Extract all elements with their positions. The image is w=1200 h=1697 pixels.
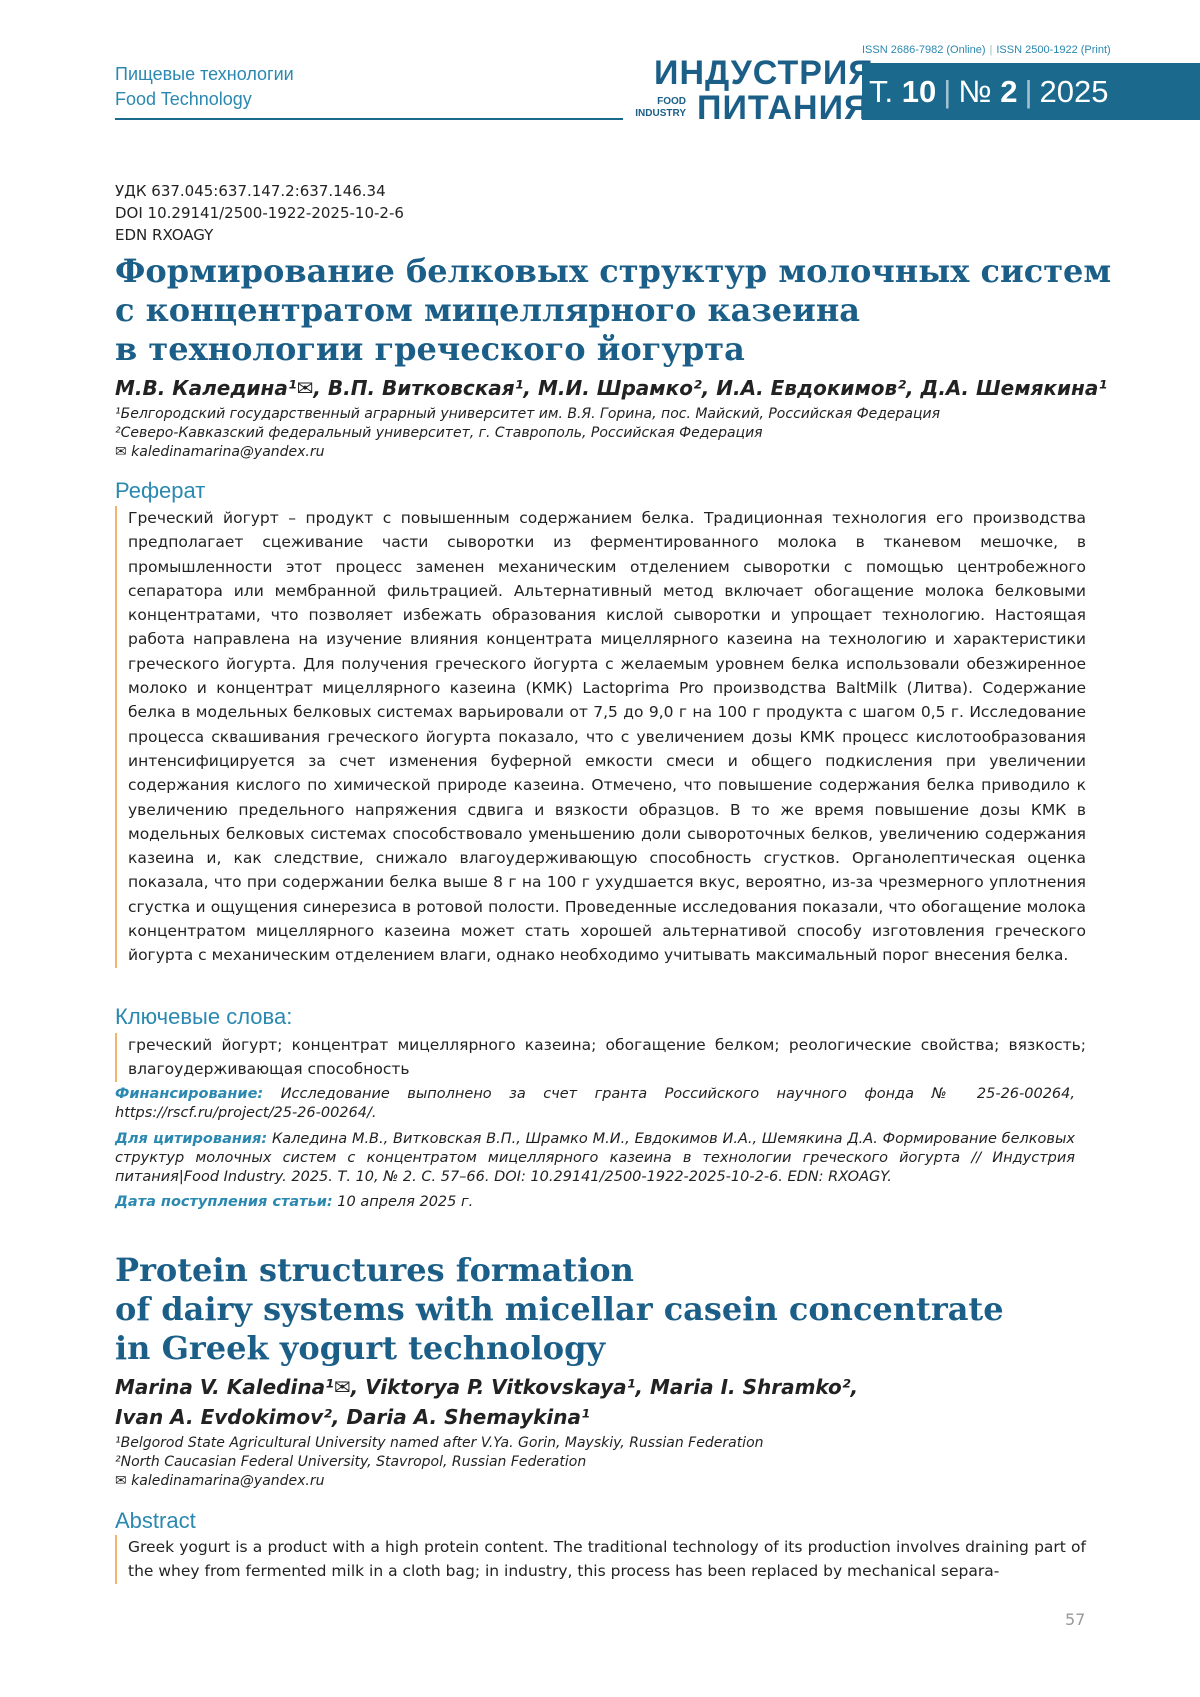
issue-number: 2	[1000, 63, 1017, 120]
article-title-en	[115, 1251, 1004, 1368]
authors-ru: М.В. Каледина¹✉, В.П. Витковская¹, М.И. Шрамко², И.А. Евдокимов², Д.А. Шемякина¹	[115, 376, 1107, 400]
journal-logo-bottom: ПИТАНИЯ	[697, 91, 869, 125]
funding	[115, 1085, 1075, 1123]
section-label-ru: Пищевые технологии	[115, 64, 294, 85]
authors-en	[115, 1372, 858, 1432]
article-metadata	[115, 180, 404, 246]
affiliation-en-2: ²North Caucasian Federal University, Stavropol, Russian Federation	[115, 1453, 764, 1472]
abstract-heading-en: Abstract	[115, 1508, 196, 1534]
received-text: 10 апреля 2025 г.	[333, 1194, 474, 1210]
issn-line: ISSN 2686-7982 (Online) | ISSN 2500-1922 (Print)	[862, 44, 1111, 56]
affiliation-ru-2: ²Северо-Кавказский федеральный университет, г. Ставрополь, Российская Федерация	[115, 424, 940, 443]
header-divider	[115, 118, 623, 120]
funding-label: Финансирование:	[115, 1086, 263, 1102]
issue-year: 2025	[1040, 63, 1109, 120]
affiliation-ru-1: ¹Белгородский государственный аграрный университет им. В.Я. Горина, пос. Майский, Российская Федерация	[115, 405, 940, 424]
affiliations-ru	[115, 405, 940, 462]
keywords-text-ru: греческий йогурт; концентрат мицеллярного казеина; обогащение белком; реологические свойства; вязкость; влагоудерживающая способность	[115, 1033, 1086, 1082]
doi: DOI 10.29141/2500-1922-2025-10-2-6	[115, 202, 404, 224]
logo-food: FOOD	[631, 96, 686, 108]
abstract-text-ru: Греческий йогурт – продукт с повышенным содержанием белка. Традиционная технология его производства предполагает сцеживание части сыворотки из ферментированного молока в тканевом мешочке, в промышленности этот процесс заменен механическим отделением сыворотки с помощью центробежного сепаратора или мембранной фильтрацией. Альтернативный метод включает обогащение молока белковыми концентратами, что позволяет избежать образования кислой сыворотки и упрощает технологию. Настоящая работа направлена на изучение влияния концентрата мицеллярного казеина на технологию и характеристики греческого йогурта. Для получения греческого йогурта с желаемым уровнем белка использовали обезжиренное молоко и концентрат мицеллярного казеина (КМК) Lactoprima Pro производства BaltMilk (Литва). Содержание белка в модельных белковых системах варьировали от 7,5 до 9,0 г на 100 г продукта с шагом 0,5 г. Исследование процесса сквашивания греческого йогурта показало, что с увеличением дозы КМК процесс кислотообразования интенсифицируется за счет изменения буферной емкости смеси и общего подкисления при увеличении содержания кислого по химической природе казеина. Отмечено, что повышение содержания белка приводило к увеличению предельного напряжения сдвига и вязкости образцов. В то же время повышение дозы КМК в модельных белковых системах способствовало уменьшению доли сывороточных белков, увеличению содержания казеина и, как следствие, снижало влагоудерживающую способность сгустков. Органолептическая оценка показала, что при содержании белка выше 8 г на 100 г ухудшается вкус, вероятно, из-за чрезмерного уплотнения сгустка и ощущения синерезиса в ротовой полости. Проведенные исследования показали, что обогащение молока концентратом мицеллярного казеина может стать хорошей альтернативой способу изготовления греческого йогурта с механическим отделением влаги, однако необходимо учитывать максимальный порог внесения белка.	[115, 506, 1086, 968]
volume-number: 10	[902, 63, 936, 120]
title-ru-line: Формирование белковых структур молочных систем	[115, 252, 1111, 291]
section-label-en: Food Technology	[115, 89, 252, 110]
article-title-ru	[115, 252, 1111, 369]
title-en-line: in Greek yogurt technology	[115, 1329, 1004, 1368]
page-number: 57	[1065, 1610, 1085, 1629]
received-date	[115, 1193, 1075, 1212]
keywords-heading-ru: Ключевые слова:	[115, 1004, 292, 1030]
journal-logo-top: ИНДУСТРИЯ	[654, 56, 874, 90]
title-ru-line: с концентратом мицеллярного казеина	[115, 291, 1111, 330]
volume-prefix: Т.	[869, 63, 893, 120]
issue-prefix: №	[958, 63, 991, 120]
issn-online: ISSN 2686-7982 (Online)	[862, 44, 986, 56]
contact-email-ru: ✉ kaledinamarina@yandex.ru	[115, 443, 940, 462]
volume-issue-box: Т. 10 | № 2 | 2025	[862, 63, 1200, 120]
funding-text: Исследование выполнено за счет гранта Российского научного фонда № 25-26-00264, https://rscf.ru/project/25-26-00264/.	[115, 1086, 1075, 1121]
authors-en-line: Ivan A. Evdokimov², Daria A. Shemaykina¹	[115, 1402, 858, 1432]
title-en-line: of dairy systems with micellar casein concentrate	[115, 1290, 1004, 1329]
logo-industry: INDUSTRY	[631, 108, 686, 120]
abstract-heading-ru: Реферат	[115, 478, 205, 504]
authors-en-line: Marina V. Kaledina¹✉, Viktorya P. Vitkovskaya¹, Maria I. Shramko²,	[115, 1372, 858, 1402]
issn-print: ISSN 2500-1922 (Print)	[996, 44, 1110, 56]
received-label: Дата поступления статьи:	[115, 1194, 333, 1210]
title-en-line: Protein structures formation	[115, 1251, 1004, 1290]
edn: EDN RXOAGY	[115, 224, 404, 246]
citation	[115, 1130, 1075, 1187]
citation-text: Каледина М.В., Витковская В.П., Шрамко М.И., Евдокимов И.А., Шемякина Д.А. Формирование белковых структур молочных систем с концентратом мицеллярного казеина в технологии греческого йогурта // Индустрия питания|Food Industry. 2025. Т. 10, № 2. С. 57–66. DOI: 10.29141/2500-1922-2025-10-2-6. EDN: RXOAGY.	[115, 1131, 1075, 1185]
abstract-text-en: Greek yogurt is a product with a high protein content. The traditional technology of its production involves draining part of the whey from fermented milk in a cloth bag; in industry, this process has been replaced by mechanical separa-	[115, 1535, 1086, 1584]
affiliations-en	[115, 1434, 764, 1491]
journal-logo-small	[631, 96, 686, 120]
citation-label: Для цитирования:	[115, 1131, 267, 1147]
title-ru-line: в технологии греческого йогурта	[115, 330, 1111, 369]
contact-email-en: ✉ kaledinamarina@yandex.ru	[115, 1472, 764, 1491]
udc: УДК 637.045:637.147.2:637.146.34	[115, 180, 404, 202]
affiliation-en-1: ¹Belgorod State Agricultural University named after V.Ya. Gorin, Mayskiy, Russian Federation	[115, 1434, 764, 1453]
